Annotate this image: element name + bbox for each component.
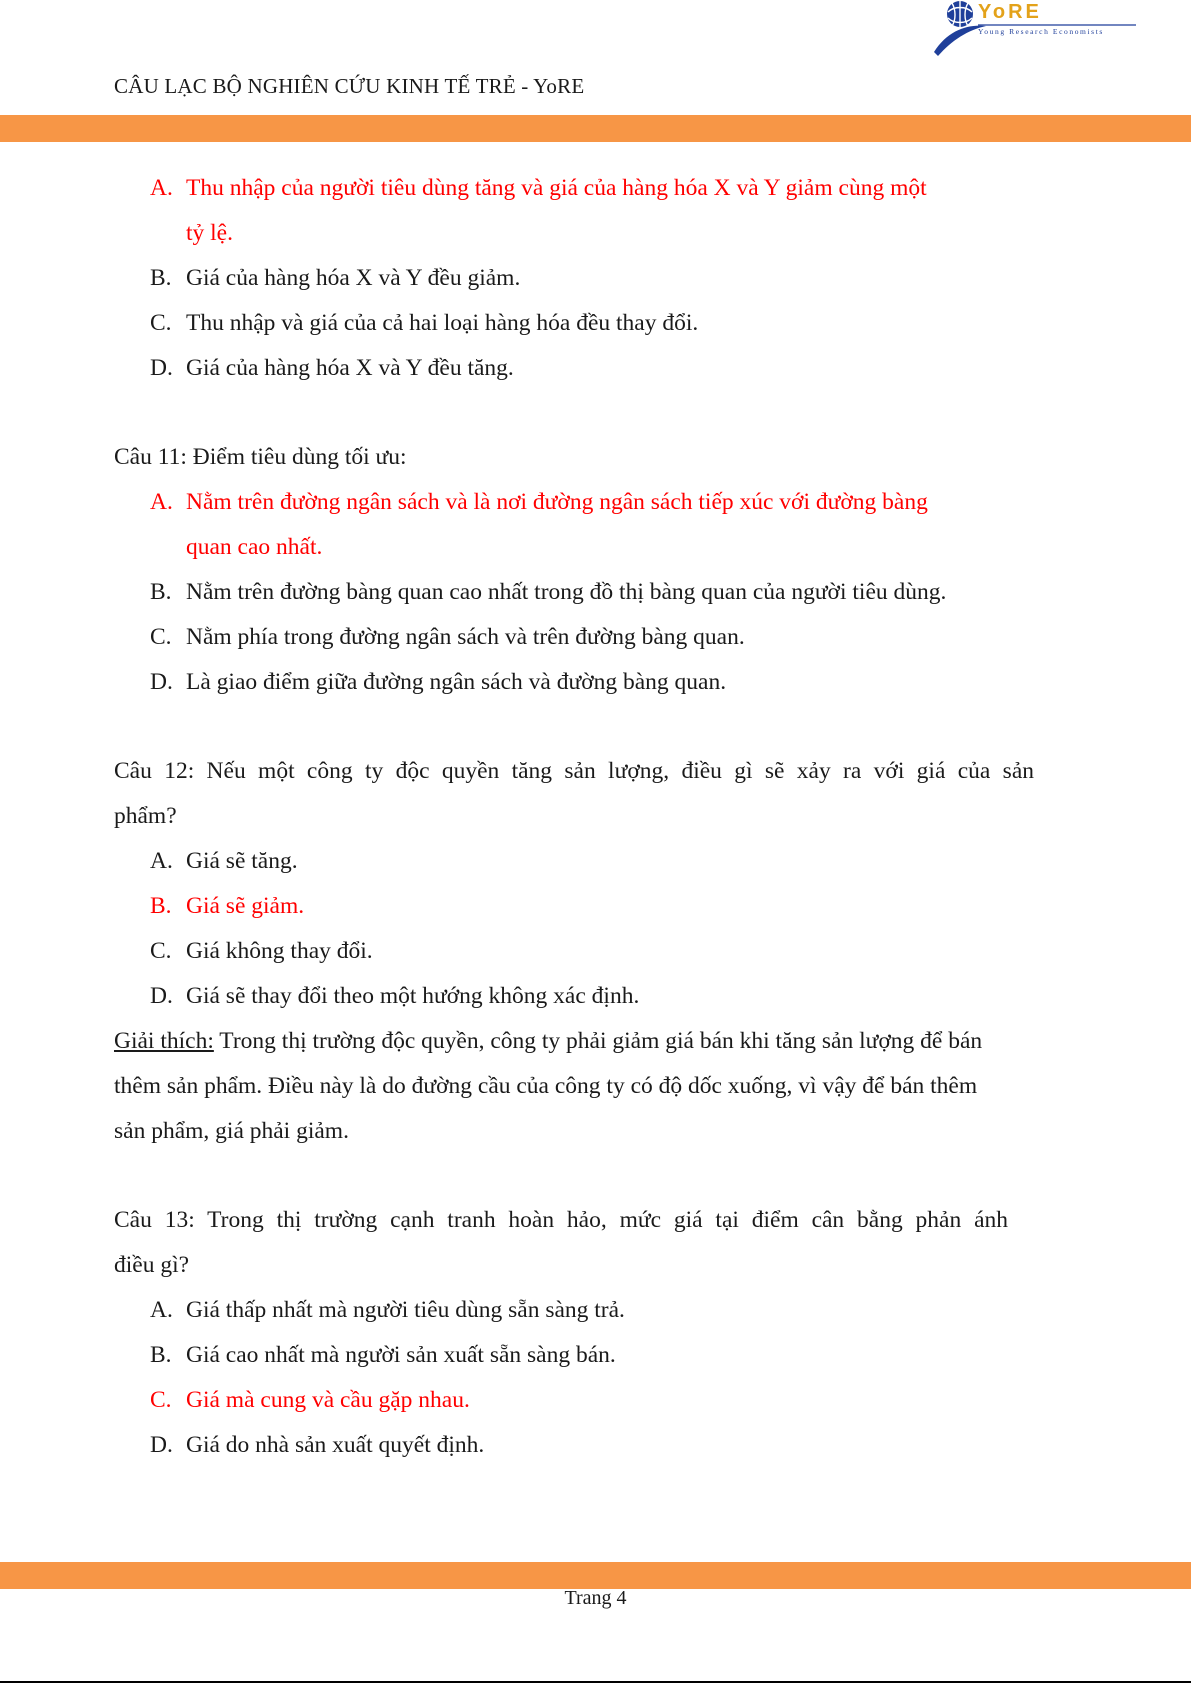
option-text: Giá sẽ thay đổi theo một hướng không xác định. [186,983,640,1009]
question-text-cont: phẩm? [114,803,177,829]
footer-divider [0,1681,1191,1683]
option-text: Giá của hàng hóa X và Y đều tăng. [186,355,514,381]
q12-option-c [114,929,1080,974]
question-text: Câu 13: Trong thị trường cạnh tranh hoàn hảo, mức giá tại điểm cân bằng phản ánh [114,1207,1008,1233]
option-text: Giá của hàng hóa X và Y đều giảm. [186,265,521,291]
q11-option-d [114,660,1080,705]
q10-options [114,166,1080,391]
q12-option-d [114,974,1080,1019]
q12-option-a [114,839,1080,884]
option-text: Nằm trên đường bàng quan cao nhất trong đồ thị bàng quan của người tiêu dùng. [186,579,947,605]
option-text: Nằm trên đường ngân sách và là nơi đường ngân sách tiếp xúc với đường bàng [186,489,928,515]
option-label: C. [150,1387,172,1413]
option-label: C. [150,938,172,964]
option-text: Thu nhập của người tiêu dùng tăng và giá của hàng hóa X và Y giảm cùng một [186,175,927,201]
page-number: Trang 4 [564,1587,627,1609]
q12-option-b [114,884,1080,929]
option-label: A. [150,1297,173,1323]
option-label: D. [150,983,173,1009]
option-label: D. [150,355,173,381]
q10-option-b [114,256,1080,301]
q13-option-a [114,1288,1080,1333]
option-label: D. [150,1432,173,1458]
option-text: Giá không thay đổi. [186,938,373,964]
option-text: Giá do nhà sản xuất quyết định. [186,1432,485,1458]
option-label: D. [150,669,173,695]
option-label: A. [150,175,173,201]
header-band [0,115,1191,142]
question-text: Câu 11: Điểm tiêu dùng tối ưu: [114,444,407,470]
option-text: Thu nhập và giá của cả hai loại hàng hóa đều thay đổi. [186,310,699,336]
logo-wordmark: YoRE [978,1,1042,23]
question-text: Câu 12: Nếu một công ty độc quyền tăng sản lượng, điều gì sẽ xảy ra với giá của sản [114,758,1034,784]
header-title: CÂU LẠC BỘ NGHIÊN CỨU KINH TẾ TRẺ - YoRE [114,74,585,98]
question-13 [114,1198,1080,1468]
q10-option-a [114,166,1080,211]
q11-option-c [114,615,1080,660]
option-text: Giá sẽ giảm. [186,893,305,919]
q12-explanation-line-1 [114,1019,1080,1064]
option-label: A. [150,848,173,874]
option-label: B. [150,265,172,291]
q13-option-c [114,1378,1080,1423]
option-label: B. [150,893,172,919]
q10-option-a-cont: tỷ lệ. [186,220,233,246]
footer-band [0,1562,1191,1589]
q11-option-a [114,480,1080,525]
q10-option-d [114,346,1080,391]
q12-explanation-line-2: thêm sản phẩm. Điều này là do đường cầu của công ty có độ dốc xuống, vì vậy để bán thêm [114,1073,978,1099]
explanation-label: Giải thích: [114,1028,214,1054]
q11-option-b [114,570,1080,615]
option-text: Là giao điểm giữa đường ngân sách và đường bàng quan. [186,669,727,695]
option-text: Giá cao nhất mà người sản xuất sẵn sàng bán. [186,1342,616,1368]
question-12 [114,749,1080,1154]
explanation-text: Trong thị trường độc quyền, công ty phải giảm giá bán khi tăng sản lượng để bán [213,1028,983,1054]
option-text: Giá mà cung và cầu gặp nhau. [186,1387,470,1413]
option-text: Giá sẽ tăng. [186,848,298,874]
option-label: A. [150,489,173,515]
q13-option-d [114,1423,1080,1468]
option-text: Nằm phía trong đường ngân sách và trên đường bàng quan. [186,624,745,650]
yore-logo [928,0,1138,58]
q13-option-b [114,1333,1080,1378]
q12-explanation-line-3: sản phẩm, giá phải giảm. [114,1118,349,1144]
q11-option-a-cont: quan cao nhất. [186,534,323,560]
document-body [114,166,1080,1468]
option-label: C. [150,624,172,650]
option-label: B. [150,579,172,605]
q10-option-c [114,301,1080,346]
logo-subtitle: Young Research Economists [978,27,1104,36]
option-label: B. [150,1342,172,1368]
option-text: Giá thấp nhất mà người tiêu dùng sẵn sàng trả. [186,1297,625,1323]
option-label: C. [150,310,172,336]
question-11 [114,435,1080,705]
question-text-cont: điều gì? [114,1252,190,1278]
